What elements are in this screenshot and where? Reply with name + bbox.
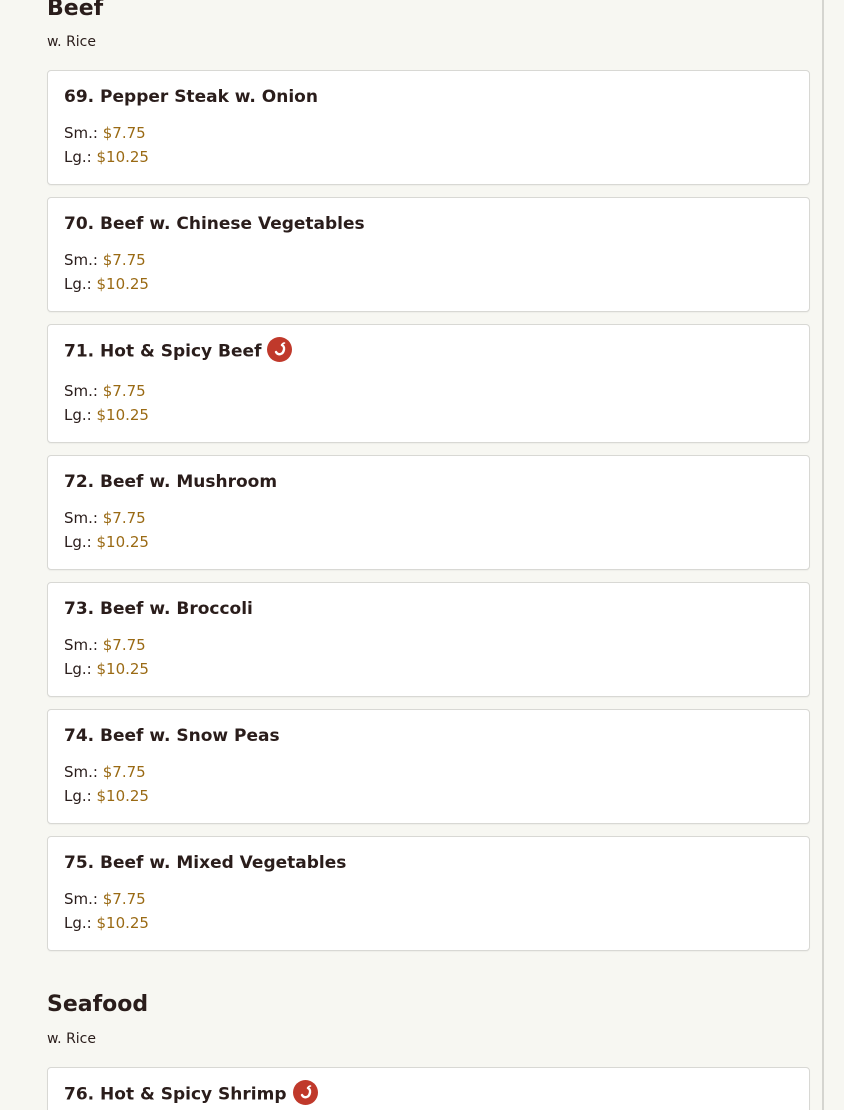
- menu-item-name: 69. Pepper Steak w. Onion: [64, 87, 318, 107]
- menu-item-card[interactable]: [47, 197, 810, 312]
- section-title-beef: Beef: [47, 0, 104, 21]
- section-subtitle-beef: w. Rice: [47, 34, 96, 50]
- section-subtitle-seafood: w. Rice: [47, 1031, 96, 1047]
- menu-item-title-row: [64, 1082, 318, 1107]
- large-price: $10.25: [96, 406, 149, 424]
- menu-item-name: 76. Hot & Spicy Shrimp: [64, 1084, 287, 1105]
- large-price: $10.25: [96, 275, 149, 293]
- small-label: Sm.:: [64, 124, 98, 142]
- large-label: Lg.:: [64, 148, 92, 166]
- large-price-line: [64, 659, 149, 679]
- chili-pepper-icon: [293, 1080, 318, 1105]
- large-price-line: [64, 405, 149, 425]
- menu-item-card[interactable]: [47, 455, 810, 570]
- large-price: $10.25: [96, 533, 149, 551]
- large-price: $10.25: [96, 787, 149, 805]
- large-label: Lg.:: [64, 914, 92, 932]
- small-price-line: [64, 508, 146, 528]
- large-price-line: [64, 532, 149, 552]
- large-label: Lg.:: [64, 275, 92, 293]
- section-title-seafood: Seafood: [47, 992, 149, 1017]
- menu-item-card[interactable]: [47, 324, 810, 443]
- menu-item-name: 74. Beef w. Snow Peas: [64, 726, 280, 746]
- small-label: Sm.:: [64, 382, 98, 400]
- large-price-line: [64, 147, 149, 167]
- menu-item-card[interactable]: [47, 709, 810, 824]
- large-price-line: [64, 913, 149, 933]
- menu-item-name: 73. Beef w. Broccoli: [64, 599, 253, 619]
- menu-item-card[interactable]: [47, 582, 810, 697]
- large-price: $10.25: [96, 660, 149, 678]
- menu-item-name: 70. Beef w. Chinese Vegetables: [64, 214, 365, 234]
- large-label: Lg.:: [64, 787, 92, 805]
- menu-item-card[interactable]: [47, 70, 810, 185]
- large-price: $10.25: [96, 148, 149, 166]
- small-price-line: [64, 123, 146, 143]
- small-label: Sm.:: [64, 251, 98, 269]
- chili-pepper-icon: [267, 337, 292, 362]
- large-price-line: [64, 786, 149, 806]
- small-price: $7.75: [102, 124, 146, 142]
- large-label: Lg.:: [64, 660, 92, 678]
- small-price: $7.75: [102, 763, 146, 781]
- small-label: Sm.:: [64, 509, 98, 527]
- menu-item-name: 72. Beef w. Mushroom: [64, 472, 278, 492]
- small-price-line: [64, 635, 146, 655]
- small-price: $7.75: [102, 890, 146, 908]
- scroll-edge-divider: [822, 0, 824, 1110]
- menu-item-card[interactable]: [47, 836, 810, 951]
- small-price: $7.75: [102, 509, 146, 527]
- menu-item-name: 75. Beef w. Mixed Vegetables: [64, 853, 347, 873]
- large-label: Lg.:: [64, 406, 92, 424]
- menu-item-title-row: [64, 339, 292, 364]
- small-label: Sm.:: [64, 763, 98, 781]
- small-price: $7.75: [102, 636, 146, 654]
- menu-item-card[interactable]: [47, 1067, 810, 1110]
- small-price-line: [64, 889, 146, 909]
- small-price-line: [64, 381, 146, 401]
- small-label: Sm.:: [64, 636, 98, 654]
- small-price: $7.75: [102, 251, 146, 269]
- small-price-line: [64, 762, 146, 782]
- large-label: Lg.:: [64, 533, 92, 551]
- small-price-line: [64, 250, 146, 270]
- small-label: Sm.:: [64, 890, 98, 908]
- menu-item-name: 71. Hot & Spicy Beef: [64, 341, 262, 362]
- large-price-line: [64, 274, 149, 294]
- small-price: $7.75: [102, 382, 146, 400]
- large-price: $10.25: [96, 914, 149, 932]
